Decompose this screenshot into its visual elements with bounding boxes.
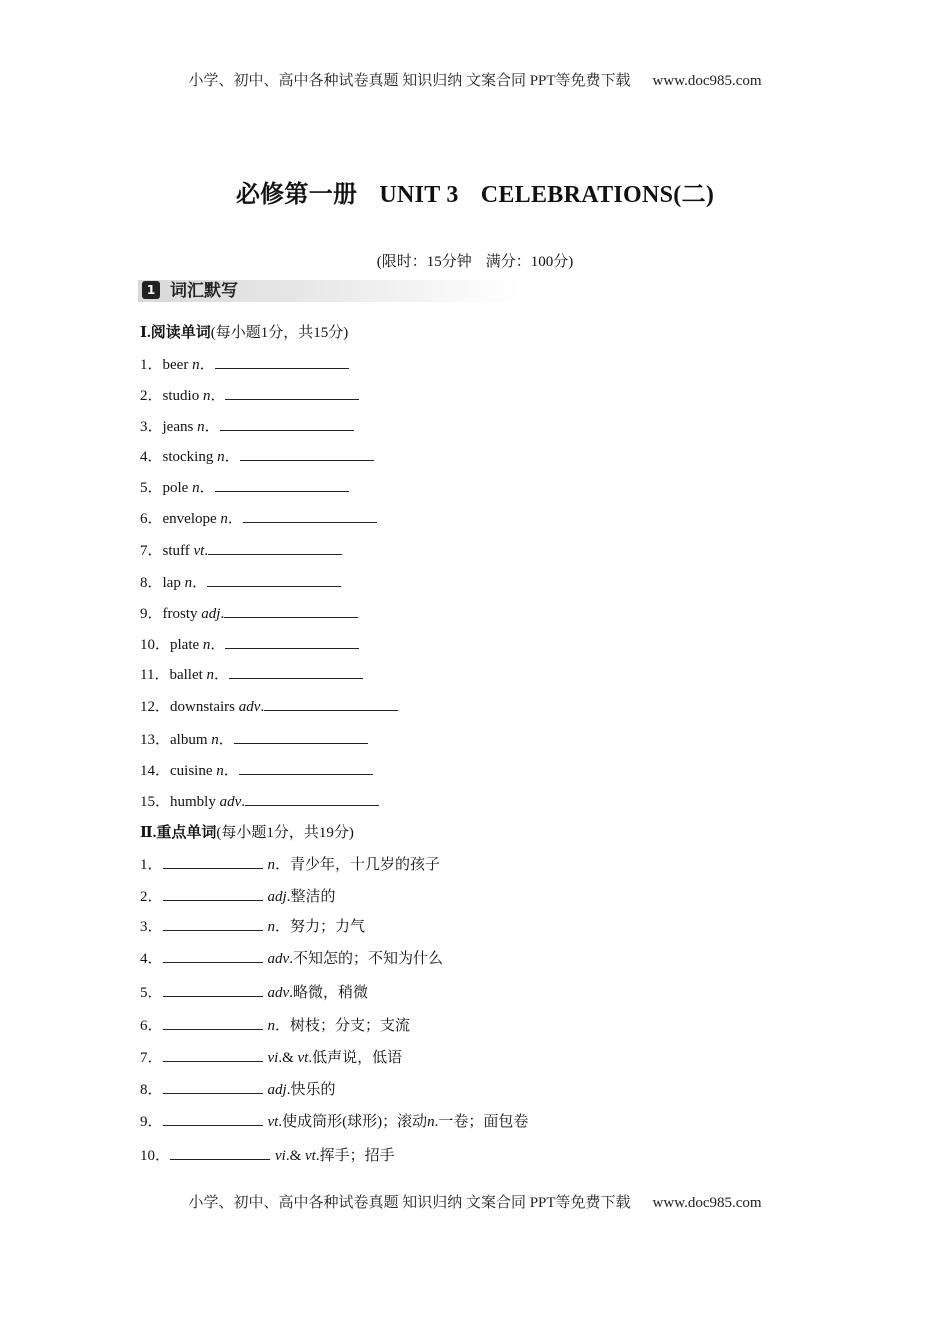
answer-blank[interactable] [215,354,349,369]
page-title [0,174,950,209]
item-separator: ． [275,1018,291,1034]
key-word-item [140,916,365,937]
reading-word-item [140,446,374,467]
reading-word-item [140,540,342,561]
item-pos-2: n [427,1114,435,1130]
item-meaning-2: 一卷；面包卷 [438,1114,529,1130]
reading-word-item [140,477,349,498]
time-limit-score: 满分：100分) [485,254,574,270]
time-limit [0,250,950,271]
item-number: 9． [140,1114,163,1130]
answer-blank[interactable] [163,1047,263,1062]
item-number: 1． [140,857,163,873]
item-number: 8． [140,1082,163,1098]
item-separator: . [286,1082,291,1098]
footer-url[interactable]: www.doc985.com [652,1195,762,1211]
key-word-item [140,1145,395,1166]
header-url[interactable]: www.doc985.com [652,73,762,89]
time-limit-minutes: (限时：15分钟 [376,254,472,270]
item-separator: ． [214,667,230,683]
item-separator: ． [227,511,243,527]
item-separator: . [241,794,246,810]
item-separator: .& [278,1050,298,1066]
item-number: 11． [140,667,170,683]
key-word-item [140,1015,410,1036]
item-number: 6． [140,511,163,527]
item-pos: vt [193,543,205,559]
item-word: studio [162,388,200,404]
item-pos: n [267,919,276,935]
footer-text: 小学、初中、高中各种试卷真题 知识归纳 文案合同 PPT等免费下载 [188,1195,631,1211]
item-meaning: 整洁的 [290,889,336,905]
item-separator: ． [275,857,291,873]
item-number: 5． [140,480,163,496]
item-pos: adv [267,951,290,967]
item-separator: ． [210,637,226,653]
reading-word-item [140,760,373,781]
answer-blank[interactable] [163,948,263,963]
item-separator: . [220,606,225,622]
item-word: beer [162,357,189,373]
item-word: album [170,732,208,748]
reading-word-item [140,696,398,717]
item-pos: vi [267,1050,279,1066]
item-pos: vi [275,1148,286,1164]
item-number: 7． [140,543,163,559]
item-word: humbly [170,794,216,810]
item-number: 4． [140,951,163,967]
item-meaning: 树枝；分支；支流 [290,1018,411,1034]
item-meaning: 使成筒形(球形)；滚动 [282,1114,428,1130]
answer-blank[interactable] [264,696,398,711]
item-separator-2: . [315,1148,320,1164]
key-word-item [140,1079,335,1100]
item-pos: vt [267,1114,279,1130]
item-number: 2． [140,388,163,404]
item-number: 7． [140,1050,163,1066]
section-2-title: Ⅱ.重点单词 [140,825,217,841]
key-word-item [140,1111,528,1132]
reading-word-item [140,572,341,593]
answer-blank[interactable] [215,477,349,492]
item-separator: . [289,951,293,967]
answer-blank[interactable] [224,603,358,618]
answer-blank[interactable] [245,791,379,806]
reading-word-item [140,385,359,406]
key-word-item [140,886,335,907]
item-separator: .& [285,1148,306,1164]
item-separator: ． [224,449,240,465]
item-pos: n [192,357,200,373]
item-number: 10． [140,637,171,653]
item-pos-2: vt [305,1148,316,1164]
reading-word-item [140,508,377,529]
section-bar-title: 词汇默写 [170,281,238,301]
item-number: 2． [140,889,163,905]
answer-blank[interactable] [208,540,342,555]
answer-blank[interactable] [225,385,359,400]
answer-blank[interactable] [163,854,263,869]
item-number: 4． [140,449,163,465]
answer-blank[interactable] [163,886,263,901]
item-pos: adj [267,889,287,905]
answer-blank[interactable] [163,982,263,997]
item-separator: ． [199,480,215,496]
item-separator: ． [199,357,215,373]
item-separator: ． [210,388,226,404]
item-word: jeans [162,419,194,435]
title-name: CELEBRATIONS(二) [480,182,715,208]
item-word: envelope [162,511,217,527]
item-word: stuff [162,543,190,559]
key-word-item [140,982,368,1003]
answer-blank[interactable] [170,1145,270,1160]
answer-blank[interactable] [234,729,368,744]
item-word: frosty [162,606,198,622]
item-pos: n [211,732,219,748]
item-pos: n [184,575,193,591]
section-1-heading [140,323,348,343]
item-number: 8． [140,575,163,591]
section-number-icon: 1 [142,281,160,299]
item-word: cuisine [170,763,213,779]
item-separator: . [204,543,209,559]
item-pos: n [216,763,224,779]
item-word: plate [170,637,200,653]
item-meaning: 略微，稍微 [292,985,368,1001]
key-word-item [140,1047,402,1068]
item-word: stocking [162,449,214,465]
answer-blank[interactable] [225,634,359,649]
item-pos: n [197,419,205,435]
item-pos: n [220,511,228,527]
answer-blank[interactable] [163,1079,263,1094]
item-pos: adv [238,699,261,715]
reading-word-item [140,416,354,437]
item-word: pole [162,480,189,496]
item-number: 5． [140,985,163,1001]
reading-word-item [140,354,349,375]
item-number: 9． [140,606,163,622]
answer-blank[interactable] [163,1015,263,1030]
item-pos-2: vt [297,1050,309,1066]
item-pos: n [202,388,211,404]
item-number: 15． [140,794,171,810]
item-word: ballet [169,667,203,683]
answer-blank[interactable] [229,664,363,679]
title-unit: UNIT 3 [379,182,459,208]
item-pos: n [267,857,276,873]
section-bar [138,280,520,302]
section-2-heading [140,823,354,843]
reading-word-item [140,634,359,655]
item-meaning: 不知怎的；不知为什么 [292,951,443,967]
reading-word-item [140,791,379,812]
key-word-item [140,948,443,969]
item-separator: ． [204,419,220,435]
item-pos: adj [267,1082,287,1098]
item-meaning: 青少年，十几岁的孩子 [290,857,441,873]
item-word: lap [162,575,181,591]
item-number: 14． [140,763,171,779]
reading-word-item [140,603,358,624]
item-number: 1． [140,357,163,373]
title-book: 必修第一册 [235,182,358,208]
item-separator-2: . [308,1050,313,1066]
page-header [0,69,950,90]
item-separator: . [289,985,293,1001]
answer-blank[interactable] [163,1111,263,1126]
reading-word-item [140,664,363,685]
item-separator: . [286,889,291,905]
item-number: 3． [140,919,163,935]
item-separator: ． [192,575,208,591]
item-meaning: 快乐的 [290,1082,336,1098]
item-separator: ． [218,732,234,748]
item-separator: . [278,1114,283,1130]
section-1-title: Ⅰ.阅读单词 [140,325,211,341]
answer-blank[interactable] [163,916,263,931]
answer-blank[interactable] [243,508,377,523]
answer-blank[interactable] [207,572,341,587]
answer-blank[interactable] [240,446,374,461]
reading-word-item [140,729,368,750]
item-number: 13． [140,732,171,748]
item-pos: n [192,480,200,496]
item-separator-2: . [434,1114,439,1130]
key-word-item [140,854,440,875]
item-pos: adv [267,985,290,1001]
section-2-note: (每小题1分，共19分) [216,825,354,841]
item-pos: n [206,667,215,683]
item-meaning: 低声说，低语 [312,1050,403,1066]
item-pos: n [267,1018,276,1034]
item-separator: . [260,699,265,715]
item-separator: ． [275,919,291,935]
header-text: 小学、初中、高中各种试卷真题 知识归纳 文案合同 PPT等免费下载 [188,73,631,89]
item-pos: adv [219,794,242,810]
answer-blank[interactable] [220,416,354,431]
item-word: downstairs [170,699,236,715]
item-number: 12． [140,699,171,715]
item-number: 6． [140,1018,163,1034]
answer-blank[interactable] [239,760,373,775]
item-meaning: 努力；力气 [290,919,366,935]
item-number: 10． [140,1148,171,1164]
page-footer [0,1191,950,1212]
item-number: 3． [140,419,163,435]
item-separator: ． [223,763,239,779]
item-pos: adj [201,606,221,622]
item-pos: n [217,449,225,465]
item-meaning: 挥手；招手 [319,1148,395,1164]
section-1-note: (每小题1分，共15分) [210,325,349,341]
item-pos: n [202,637,211,653]
